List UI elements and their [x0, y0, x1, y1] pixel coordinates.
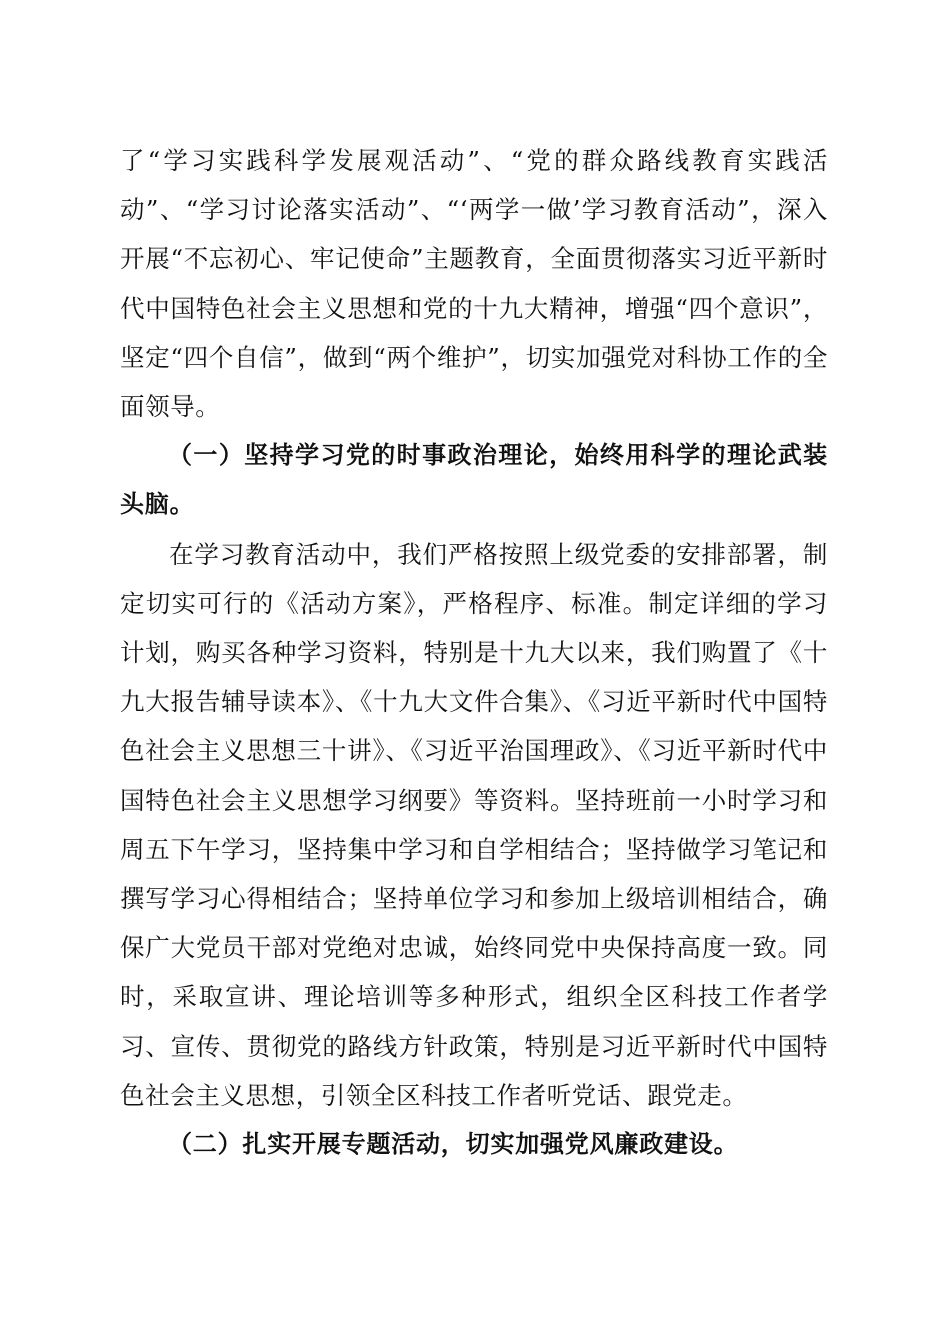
body-paragraph-1: 在学习教育活动中，我们严格按照上级党委的安排部署，制定切实可行的《活动方案》，严格程序、标准。制定详细的学习计划，购买各种学习资料，特别是十九大以来，我们购置了《十九大报告辅导读本》、《十九大文件合集》、《习近平新时代中国特色社会主义思想三十讲》、《习近平治国理政》、《习近平新时代中国特色社会主义思想学习纲要》等资料。坚持班前一小时学习和周五下午学习，坚持集中学习和自学相结合；坚持做学习笔记和撰写学习心得相结合；坚持单位学习和参加上级培训相结合，确保广大党员干部对党绝对忠诚，始终同党中央保持高度一致。同时，采取宣讲、理论培训等多种形式，组织全区科技工作者学习、宣传、贯彻党的路线方针政策，特别是习近平新时代中国特色社会主义思想，引领全区科技工作者听党话、跟党走。	[120, 539, 828, 1110]
section-heading-1: （一）坚持学习党的时事政治理论，始终用科学的理论武装头脑。	[120, 441, 828, 519]
document-body	[120, 136, 828, 1169]
section-heading-2: （二）扎实开展专题活动，切实加强党风廉政建设。	[168, 1130, 739, 1159]
intro-paragraph: 了“学习实践科学发展观活动”、“党的群众路线教育实践活动”、“学习讨论落实活动”、“‘两学一做’学习教育活动”，深入开展“不忘初心、牢记使命”主题教育，全面贯彻落实习近平新时代中国特色社会主义思想和党的十九大精神，增强“四个意识”，坚定“四个自信”，做到“两个维护”，切实加强党对科协工作的全面领导。	[120, 146, 828, 422]
